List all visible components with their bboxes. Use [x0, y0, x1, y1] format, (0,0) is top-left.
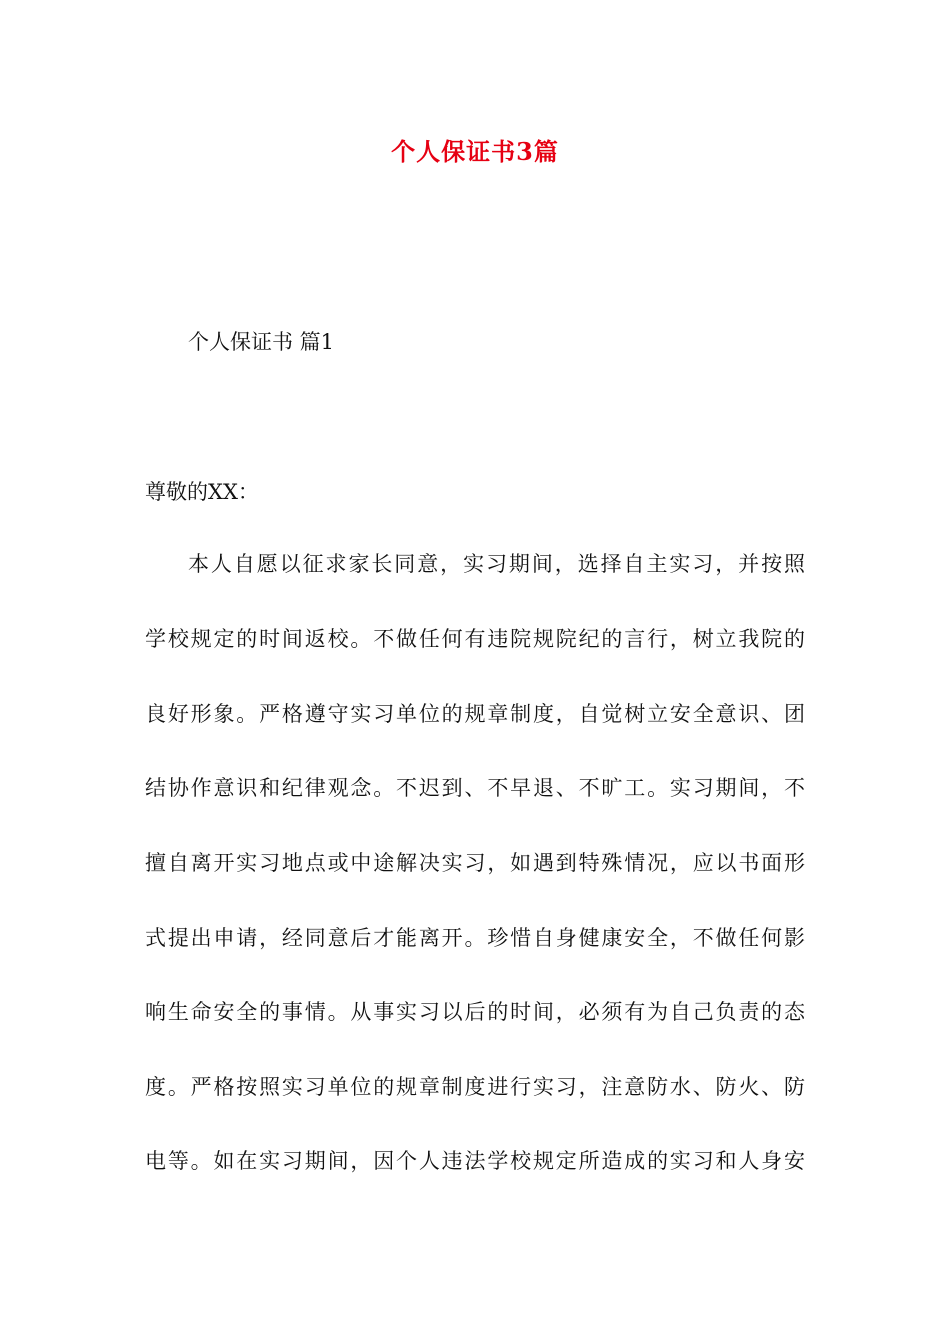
paragraph-line: 式提出申请，经同意后才能离开。珍惜自身健康安全，不做任何影	[145, 926, 805, 950]
paragraph-line: 电等。如在实习期间，因个人违法学校规定所造成的实习和人身安	[145, 1149, 805, 1173]
paragraph-line: 学校规定的时间返校。不做任何有违院规院纪的言行，树立我院的	[145, 627, 805, 651]
paragraph-line: 良好形象。严格遵守实习单位的规章制度，自觉树立安全意识、团	[145, 702, 805, 726]
paragraph-line: 结协作意识和纪律观念。不迟到、不早退、不旷工。实习期间，不	[145, 776, 805, 800]
section-heading: 个人保证书 篇1	[188, 330, 335, 354]
document-title: 个人保证书3篇	[391, 137, 559, 166]
salutation: 尊敬的XX：	[145, 480, 259, 504]
paragraph-line: 擅自离开实习地点或中途解决实习，如遇到特殊情况，应以书面形	[145, 851, 805, 875]
paragraph-line: 本人自愿以征求家长同意，实习期间，选择自主实习，并按照	[188, 552, 805, 576]
paragraph-line: 响生命安全的事情。从事实习以后的时间，必须有为自己负责的态	[145, 1000, 805, 1024]
paragraph-line: 度。严格按照实习单位的规章制度进行实习，注意防水、防火、防	[145, 1075, 805, 1099]
